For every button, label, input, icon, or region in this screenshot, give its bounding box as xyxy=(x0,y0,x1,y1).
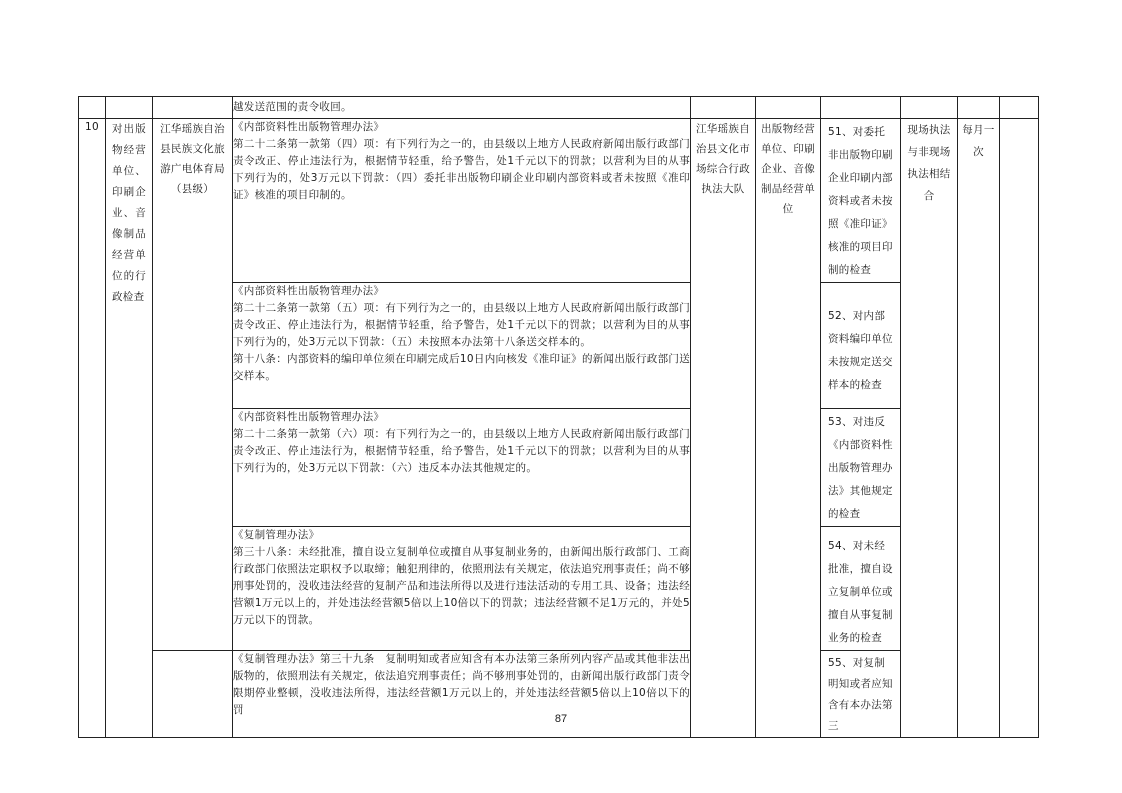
cell-empty xyxy=(756,97,821,119)
item-cell xyxy=(821,119,901,283)
basis-clause: 第二十二条第一款第（五）项：有下列行为之一的，由县级以上地方人民政府新闻出版行政部门责令改正、停止违法行为，根据情节轻重，给予警告，处1千元以下的罚款；以营利为目的从事下列行为的，处3万元以下罚款：（五）未按照本办法第十八条送交样本的。 xyxy=(233,302,690,348)
cell-empty xyxy=(153,97,233,119)
basis-cell xyxy=(233,409,691,527)
method-cell xyxy=(901,119,958,738)
category-text: 对出版物经营单位、印刷企业、音像制品经营单位的行政检查 xyxy=(112,123,146,303)
cell-empty xyxy=(901,97,958,119)
method-text: 现场执法与非现场执法相结合 xyxy=(907,124,951,202)
cell-empty xyxy=(821,97,901,119)
basis-title: 《内部资料性出版物管理办法》 xyxy=(233,411,385,423)
row-sequence-number xyxy=(79,119,106,738)
inspection-item-text: 52、对内部资料编印单位未按规定送交样本的检查 xyxy=(828,310,893,391)
item-cell xyxy=(821,283,901,409)
basis-title: 《内部资料性出版物管理办法》 xyxy=(233,121,385,133)
enforcement-unit-text: 江华瑶族自治县文化市场综合行政执法大队 xyxy=(696,123,750,195)
inspection-table xyxy=(78,96,1039,738)
basis-clause: 第二十二条第一款第（六）项：有下列行为之一的，由县级以上地方人民政府新闻出版行政部门责令改正、停止违法行为，根据情节轻重，给予警告，处1千元以下的罚款；以营利为目的从事下列行为的，处3万元以下罚款：（六）违反本办法其他规定的。 xyxy=(233,428,690,474)
authority-cell xyxy=(153,119,233,651)
basis-cell xyxy=(233,119,691,283)
basis-text: 越发送范围的责令收回。 xyxy=(233,101,352,113)
basis-clause: 《复制管理办法》第三十九条 复制明知或者应知含有本办法第三条所列内容产品或其他非法出版物的，依照刑法有关规定，依法追究刑事责任；尚不够刑事处罚的，由新闻出版行政部门责令限期停业整顿，没收违法所得，违法经营额1万元以上的，并处违法经营额5倍以上10倍以下的罚 xyxy=(233,653,690,716)
frequency-cell xyxy=(958,119,1000,738)
category-cell xyxy=(106,119,153,738)
inspected-object-text: 出版物经营单位、印刷企业、音像制品经营单位 xyxy=(761,123,815,215)
inspection-item-text: 51、对委托非出版物印刷企业印刷内部资料或者未按照《准印证》核准的项目印制的检查 xyxy=(828,126,893,276)
basis-cell xyxy=(233,527,691,651)
inspected-object-cell xyxy=(756,119,821,738)
basis-clause: 第十八条：内部资料的编印单位须在印刷完成后10日内向核发《准印证》的新闻出版行政部门送交样本。 xyxy=(233,353,690,382)
page-number: 87 xyxy=(554,713,568,725)
inspection-item-text: 54、对未经批准，擅自设立复制单位或擅自从事复制业务的检查 xyxy=(828,540,893,644)
inspection-item-text: 53、对违反《内部资料性出版物管理办法》其他规定的检查 xyxy=(828,416,893,520)
basis-clause: 第三十八条：未经批准，擅自设立复制单位或擅自从事复制业务的，由新闻出版行政部门、工商行政部门依照法定职权予以取缔；触犯刑律的，依照刑法有关规定，依法追究刑事责任；尚不够刑事处罚的，没收违法经营的复制产品和违法所得以及进行违法活动的专用工具、设备；违法经营额1万元以上的，并处违法经营额5倍以上10倍以下的罚款；违法经营额不足1万元的，并处5万元以下的罚款。 xyxy=(233,546,690,626)
cell-empty xyxy=(1000,119,1039,738)
cell-empty xyxy=(691,97,756,119)
cell-empty xyxy=(79,97,106,119)
inspection-item-text: 55、对复制明知或者应知含有本办法第三 xyxy=(828,657,893,732)
basis-clause: 第二十二条第一款第（四）项：有下列行为之一的，由县级以上地方人民政府新闻出版行政部门责令改正、停止违法行为，根据情节轻重，给予警告，处1千元以下的罚款；以营利为目的从事下列行为的，处3万元以下罚款：（四）委托非出版物印刷企业印刷内部资料或者未按照《准印证》核准的项目印制的。 xyxy=(233,138,690,201)
table-row-continued xyxy=(79,97,1039,119)
cell-empty xyxy=(1000,97,1039,119)
sequence-number: 10 xyxy=(85,121,99,133)
enforcement-unit-cell xyxy=(691,119,756,738)
cell-empty xyxy=(106,97,153,119)
cell-empty xyxy=(958,97,1000,119)
item-cell xyxy=(821,527,901,651)
basis-title: 《复制管理办法》 xyxy=(233,529,320,541)
table-row-block-51 xyxy=(79,119,1039,283)
basis-title: 《内部资料性出版物管理办法》 xyxy=(233,285,385,297)
basis-cell xyxy=(233,97,691,119)
basis-cell xyxy=(233,283,691,409)
frequency-text: 每月一次 xyxy=(962,124,995,158)
item-cell xyxy=(821,409,901,527)
authority-text: 江华瑶族自治县民族文化旅游广电体育局（县级） xyxy=(160,123,225,195)
